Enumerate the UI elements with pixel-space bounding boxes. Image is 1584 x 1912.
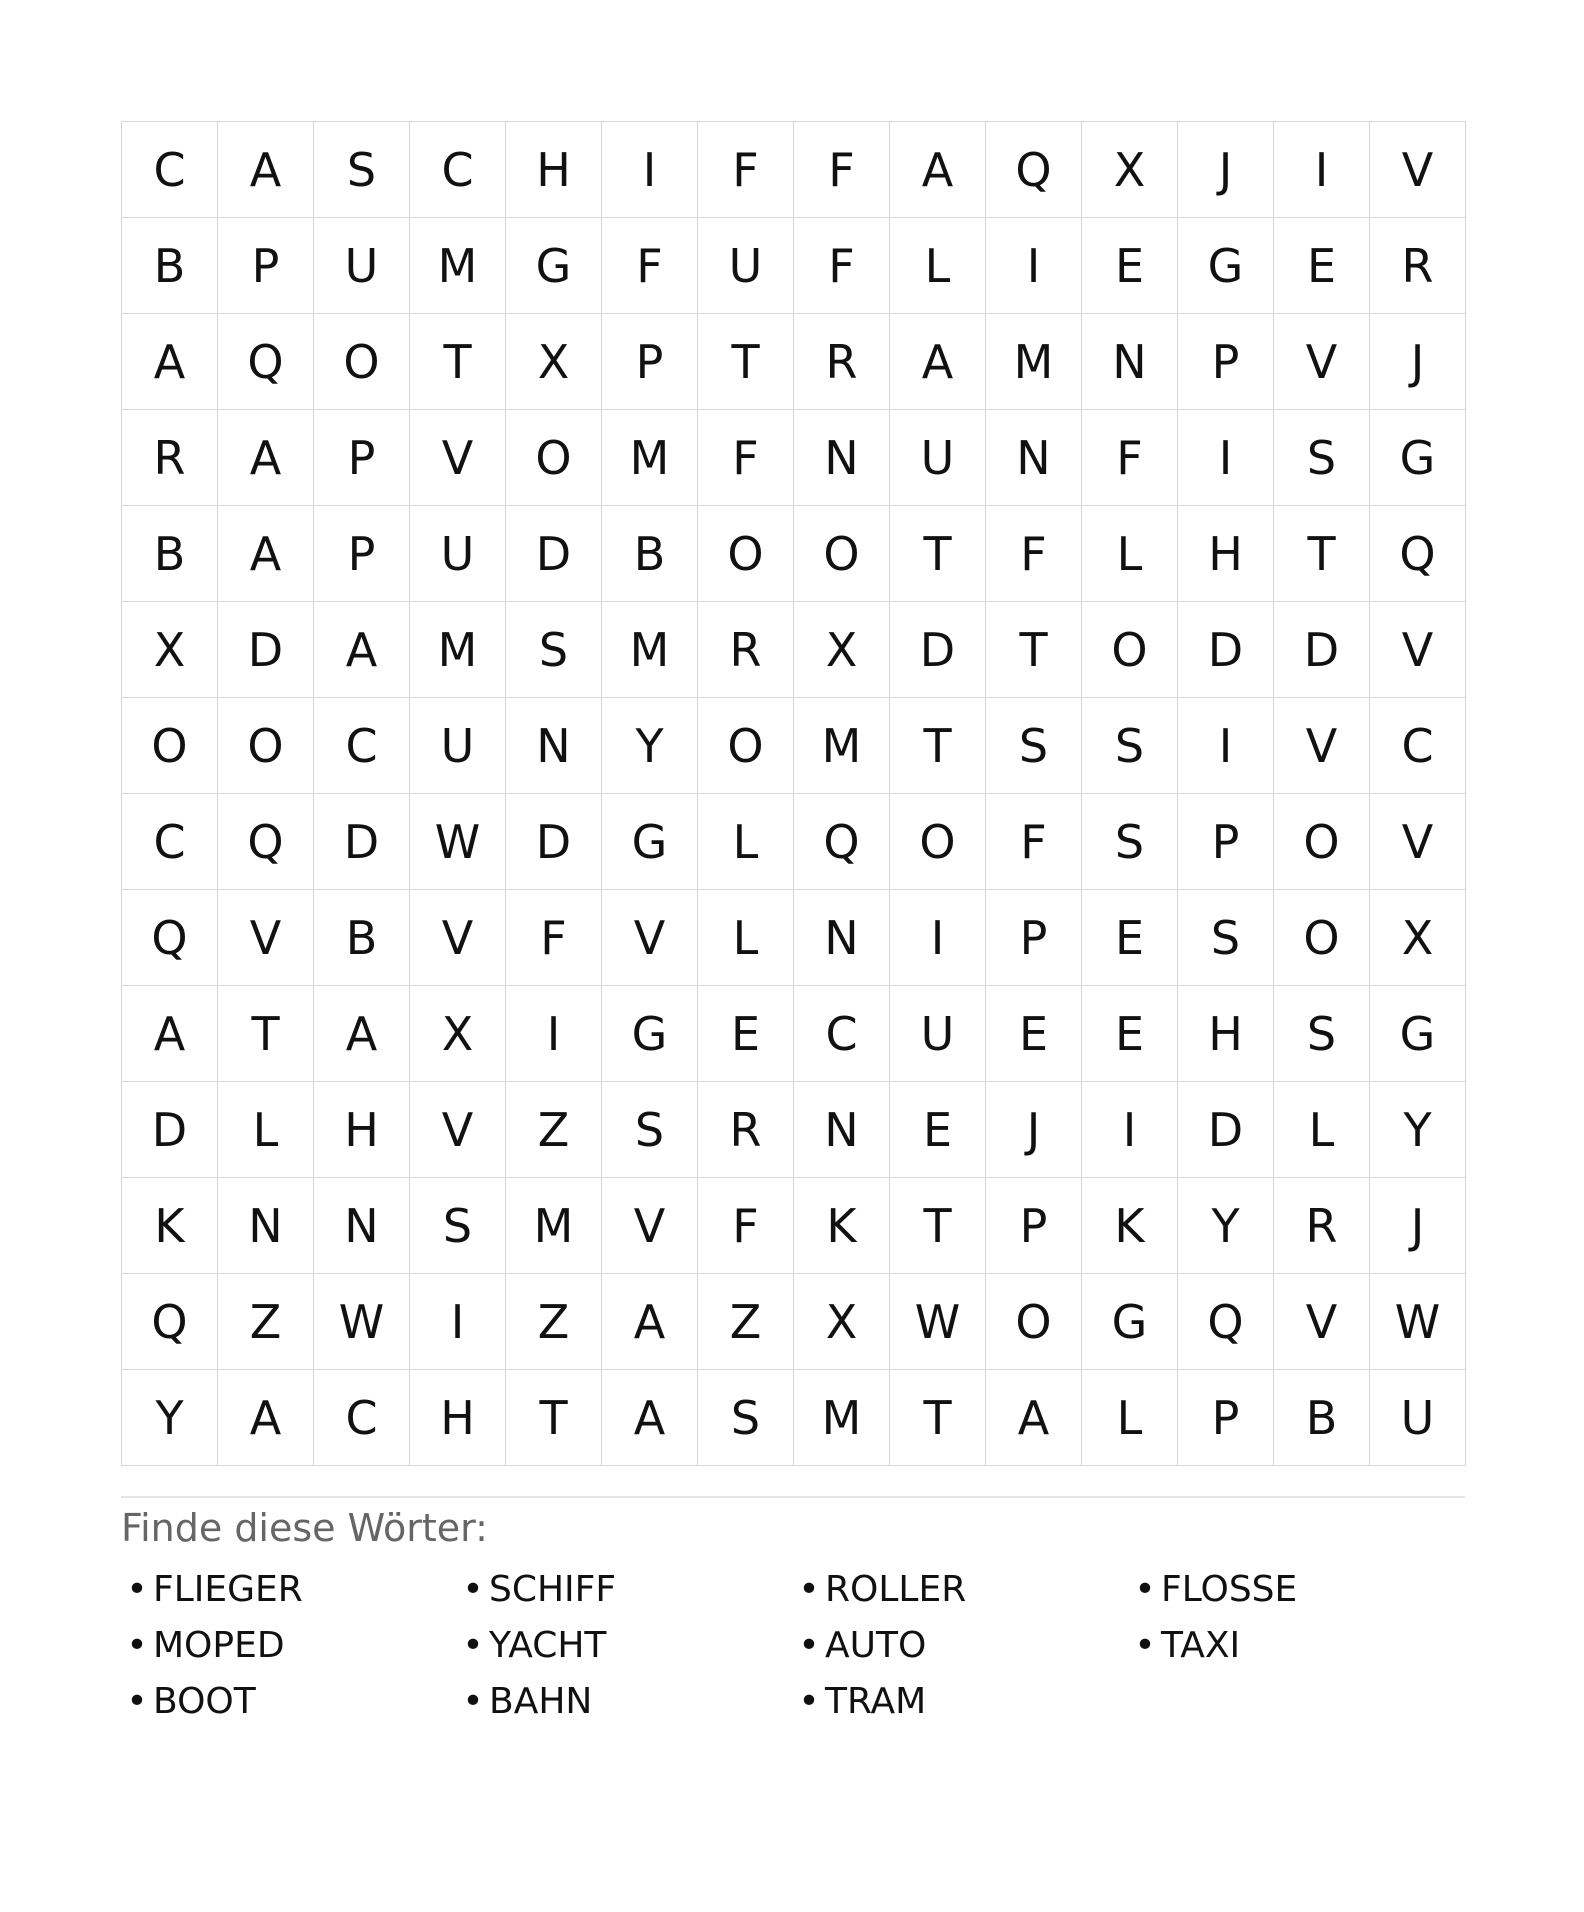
grid-cell[interactable]: O xyxy=(986,1274,1082,1370)
grid-cell[interactable]: C xyxy=(410,122,506,218)
grid-cell[interactable]: G xyxy=(602,986,698,1082)
grid-cell[interactable]: F xyxy=(602,218,698,314)
grid-cell[interactable]: H xyxy=(314,1082,410,1178)
grid-cell[interactable]: U xyxy=(698,218,794,314)
divider xyxy=(121,1496,1465,1498)
grid-cell[interactable]: I xyxy=(602,122,698,218)
word-label: ROLLER xyxy=(825,1569,967,1610)
grid-cell[interactable]: E xyxy=(986,986,1082,1082)
grid-cell[interactable]: A xyxy=(602,1274,698,1370)
word-search-puzzle xyxy=(121,121,1464,1730)
grid-cell[interactable]: U xyxy=(410,698,506,794)
bullet-icon: • xyxy=(126,1569,148,1610)
word-label: BAHN xyxy=(489,1681,593,1722)
grid-cell[interactable]: F xyxy=(698,410,794,506)
grid-cell[interactable]: B xyxy=(122,218,218,314)
grid-cell[interactable]: C xyxy=(122,794,218,890)
grid-cell[interactable]: P xyxy=(986,1178,1082,1274)
word-list-item xyxy=(793,1674,1129,1730)
grid-cell[interactable]: Q xyxy=(122,1274,218,1370)
grid-cell[interactable]: H xyxy=(410,1370,506,1466)
word-list-item xyxy=(793,1562,1129,1618)
grid-cell[interactable]: B xyxy=(314,890,410,986)
grid-cell[interactable]: S xyxy=(314,122,410,218)
grid-cell[interactable]: M xyxy=(794,1370,890,1466)
grid-cell[interactable]: P xyxy=(1178,314,1274,410)
grid-cell[interactable]: L xyxy=(698,890,794,986)
grid-cell[interactable]: W xyxy=(314,1274,410,1370)
grid-cell[interactable]: V xyxy=(410,410,506,506)
grid-cell[interactable]: A xyxy=(986,1370,1082,1466)
grid-cell[interactable]: V xyxy=(410,1082,506,1178)
grid-cell[interactable]: T xyxy=(890,1370,986,1466)
word-label: FLIEGER xyxy=(153,1569,303,1610)
grid-cell[interactable]: U xyxy=(1370,1370,1466,1466)
word-label: BOOT xyxy=(153,1681,256,1722)
grid-cell[interactable]: P xyxy=(314,410,410,506)
grid-cell[interactable]: L xyxy=(1082,1370,1178,1466)
grid-cell[interactable]: Z xyxy=(218,1274,314,1370)
grid-cell[interactable]: X xyxy=(410,986,506,1082)
bullet-icon: • xyxy=(1134,1625,1156,1666)
word-label: MOPED xyxy=(153,1625,285,1666)
grid-cell[interactable]: V xyxy=(602,890,698,986)
grid-cell[interactable]: M xyxy=(410,218,506,314)
grid-cell[interactable]: F xyxy=(506,890,602,986)
grid-cell[interactable]: L xyxy=(1274,1082,1370,1178)
grid-cell[interactable]: C xyxy=(794,986,890,1082)
grid-cell[interactable]: P xyxy=(1178,1370,1274,1466)
grid-cell[interactable]: T xyxy=(506,1370,602,1466)
letter-grid xyxy=(121,121,1466,1466)
grid-cell[interactable]: J xyxy=(1370,1178,1466,1274)
grid-cell[interactable]: T xyxy=(218,986,314,1082)
grid-cell[interactable]: Y xyxy=(1178,1178,1274,1274)
bullet-icon: • xyxy=(798,1569,820,1610)
grid-cell[interactable]: A xyxy=(218,1370,314,1466)
grid-cell[interactable]: C xyxy=(1370,698,1466,794)
grid-cell[interactable]: Y xyxy=(602,698,698,794)
grid-cell[interactable]: N xyxy=(314,1178,410,1274)
word-label: FLOSSE xyxy=(1161,1569,1298,1610)
grid-cell[interactable]: O xyxy=(794,506,890,602)
grid-cell[interactable]: L xyxy=(698,794,794,890)
grid-cell[interactable]: G xyxy=(506,218,602,314)
grid-cell[interactable]: A xyxy=(314,602,410,698)
grid-cell[interactable]: B xyxy=(1274,1370,1370,1466)
bullet-icon: • xyxy=(462,1681,484,1722)
grid-cell[interactable]: V xyxy=(602,1178,698,1274)
grid-cell[interactable]: O xyxy=(698,698,794,794)
grid-cell[interactable]: I xyxy=(1082,1082,1178,1178)
grid-cell[interactable]: A xyxy=(218,410,314,506)
grid-cell[interactable]: H xyxy=(506,122,602,218)
grid-cell[interactable]: D xyxy=(314,794,410,890)
grid-cell[interactable]: Z xyxy=(506,1082,602,1178)
grid-cell[interactable]: P xyxy=(602,314,698,410)
grid-cell[interactable]: J xyxy=(1178,122,1274,218)
bullet-icon: • xyxy=(126,1681,148,1722)
grid-cell[interactable]: T xyxy=(890,506,986,602)
grid-cell[interactable]: S xyxy=(506,602,602,698)
grid-cell[interactable]: A xyxy=(122,986,218,1082)
grid-cell[interactable]: F xyxy=(794,122,890,218)
bullet-icon: • xyxy=(462,1569,484,1610)
grid-cell[interactable]: R xyxy=(122,410,218,506)
grid-cell[interactable]: B xyxy=(602,506,698,602)
grid-cell[interactable]: P xyxy=(1178,794,1274,890)
grid-cell[interactable]: Z xyxy=(506,1274,602,1370)
grid-cell[interactable]: Q xyxy=(218,314,314,410)
word-list-item xyxy=(1129,1618,1465,1674)
grid-cell[interactable]: M xyxy=(602,602,698,698)
grid-cell[interactable]: D xyxy=(1178,1082,1274,1178)
grid-cell[interactable]: E xyxy=(1082,986,1178,1082)
grid-cell[interactable]: Q xyxy=(1370,506,1466,602)
grid-cell[interactable]: A xyxy=(122,314,218,410)
grid-cell[interactable]: S xyxy=(1082,698,1178,794)
grid-cell[interactable]: Q xyxy=(794,794,890,890)
grid-cell[interactable]: W xyxy=(890,1274,986,1370)
grid-cell[interactable]: Q xyxy=(986,122,1082,218)
bullet-icon: • xyxy=(1134,1569,1156,1610)
grid-cell[interactable]: F xyxy=(1082,410,1178,506)
grid-cell[interactable]: I xyxy=(1178,698,1274,794)
grid-cell[interactable]: P xyxy=(218,218,314,314)
grid-cell[interactable]: R xyxy=(794,314,890,410)
grid-cell[interactable]: M xyxy=(986,314,1082,410)
grid-cell[interactable]: O xyxy=(218,698,314,794)
word-label: YACHT xyxy=(489,1625,607,1666)
grid-cell[interactable]: R xyxy=(698,602,794,698)
grid-cell[interactable]: F xyxy=(698,122,794,218)
grid-cell[interactable]: S xyxy=(410,1178,506,1274)
grid-cell[interactable]: V xyxy=(218,890,314,986)
grid-cell[interactable]: F xyxy=(986,794,1082,890)
grid-cell[interactable]: U xyxy=(314,218,410,314)
grid-cell[interactable]: V xyxy=(1274,698,1370,794)
grid-cell[interactable]: B xyxy=(122,506,218,602)
grid-cell[interactable]: V xyxy=(1274,1274,1370,1370)
grid-cell[interactable]: L xyxy=(1082,506,1178,602)
grid-cell[interactable]: F xyxy=(794,218,890,314)
grid-cell[interactable]: V xyxy=(1370,794,1466,890)
grid-cell[interactable]: X xyxy=(794,1274,890,1370)
grid-cell[interactable]: O xyxy=(1274,890,1370,986)
grid-cell[interactable]: K xyxy=(794,1178,890,1274)
grid-cell[interactable]: X xyxy=(794,602,890,698)
grid-cell[interactable]: H xyxy=(1178,506,1274,602)
grid-cell[interactable]: M xyxy=(794,698,890,794)
grid-cell[interactable]: O xyxy=(314,314,410,410)
word-label: SCHIFF xyxy=(489,1569,617,1610)
grid-cell[interactable]: J xyxy=(986,1082,1082,1178)
grid-cell[interactable]: R xyxy=(1370,218,1466,314)
grid-cell[interactable]: M xyxy=(506,1178,602,1274)
grid-cell[interactable]: A xyxy=(218,122,314,218)
grid-cell[interactable]: U xyxy=(410,506,506,602)
grid-cell[interactable]: A xyxy=(890,314,986,410)
grid-cell[interactable]: K xyxy=(1082,1178,1178,1274)
grid-cell[interactable]: G xyxy=(1370,410,1466,506)
grid-cell[interactable]: I xyxy=(1274,122,1370,218)
grid-cell[interactable]: F xyxy=(986,506,1082,602)
grid-cell[interactable]: P xyxy=(986,890,1082,986)
grid-cell[interactable]: O xyxy=(698,506,794,602)
grid-cell[interactable]: L xyxy=(218,1082,314,1178)
grid-cell[interactable]: P xyxy=(314,506,410,602)
grid-cell[interactable]: C xyxy=(314,1370,410,1466)
word-label: TAXI xyxy=(1161,1625,1241,1666)
grid-cell[interactable]: E xyxy=(890,1082,986,1178)
grid-cell[interactable]: X xyxy=(1370,890,1466,986)
grid-cell[interactable]: N xyxy=(218,1178,314,1274)
grid-cell[interactable]: C xyxy=(122,122,218,218)
grid-cell[interactable]: A xyxy=(314,986,410,1082)
grid-cell[interactable]: E xyxy=(1082,218,1178,314)
grid-cell[interactable]: U xyxy=(890,410,986,506)
grid-cell[interactable]: T xyxy=(410,314,506,410)
grid-cell[interactable]: T xyxy=(890,698,986,794)
grid-cell[interactable]: S xyxy=(1274,410,1370,506)
grid-cell[interactable]: V xyxy=(410,890,506,986)
grid-cell[interactable]: R xyxy=(1274,1178,1370,1274)
grid-cell[interactable]: S xyxy=(1178,890,1274,986)
grid-cell[interactable]: H xyxy=(1178,986,1274,1082)
grid-cell[interactable]: V xyxy=(1370,122,1466,218)
word-list-item xyxy=(1129,1562,1465,1618)
grid-cell[interactable]: G xyxy=(1370,986,1466,1082)
word-list-item xyxy=(121,1674,457,1730)
grid-cell[interactable]: A xyxy=(218,506,314,602)
grid-cell[interactable]: W xyxy=(1370,1274,1466,1370)
grid-cell[interactable]: O xyxy=(890,794,986,890)
grid-cell[interactable]: N xyxy=(506,698,602,794)
grid-cell[interactable]: I xyxy=(890,890,986,986)
grid-cell[interactable]: D xyxy=(122,1082,218,1178)
word-list-item xyxy=(457,1674,793,1730)
grid-cell[interactable]: O xyxy=(122,698,218,794)
bullet-icon: • xyxy=(462,1625,484,1666)
grid-cell[interactable]: S xyxy=(602,1082,698,1178)
word-list-item xyxy=(457,1618,793,1674)
grid-cell[interactable]: N xyxy=(1082,314,1178,410)
word-label: TRAM xyxy=(825,1681,927,1722)
grid-cell[interactable]: G xyxy=(1082,1274,1178,1370)
grid-cell[interactable]: Q xyxy=(122,890,218,986)
grid-cell[interactable]: S xyxy=(698,1370,794,1466)
word-list-item xyxy=(457,1562,793,1618)
grid-cell[interactable]: Y xyxy=(122,1370,218,1466)
grid-cell[interactable]: N xyxy=(794,1082,890,1178)
word-list-item xyxy=(121,1562,457,1618)
grid-cell[interactable]: N xyxy=(794,410,890,506)
grid-cell[interactable]: T xyxy=(1274,506,1370,602)
word-list xyxy=(121,1562,1465,1730)
grid-cell[interactable]: Q xyxy=(1178,1274,1274,1370)
grid-cell[interactable]: I xyxy=(410,1274,506,1370)
grid-cell[interactable]: I xyxy=(1178,410,1274,506)
grid-cell[interactable]: D xyxy=(1178,602,1274,698)
grid-cell[interactable]: Z xyxy=(698,1274,794,1370)
grid-cell[interactable]: S xyxy=(1274,986,1370,1082)
grid-cell[interactable]: T xyxy=(698,314,794,410)
word-label: AUTO xyxy=(825,1625,927,1666)
grid-cell[interactable]: R xyxy=(698,1082,794,1178)
bullet-icon: • xyxy=(126,1625,148,1666)
grid-cell[interactable]: X xyxy=(122,602,218,698)
grid-cell[interactable]: Q xyxy=(218,794,314,890)
grid-cell[interactable]: F xyxy=(698,1178,794,1274)
word-list-heading: Finde diese Wörter: xyxy=(121,1506,488,1550)
bullet-icon: • xyxy=(798,1625,820,1666)
grid-cell[interactable]: X xyxy=(1082,122,1178,218)
grid-cell[interactable]: U xyxy=(890,986,986,1082)
grid-cell[interactable]: M xyxy=(410,602,506,698)
grid-cell[interactable]: E xyxy=(698,986,794,1082)
grid-cell[interactable]: T xyxy=(986,602,1082,698)
grid-cell[interactable]: G xyxy=(1178,218,1274,314)
grid-cell[interactable]: S xyxy=(986,698,1082,794)
grid-cell[interactable]: J xyxy=(1370,314,1466,410)
grid-cell[interactable]: A xyxy=(890,122,986,218)
grid-cell[interactable]: N xyxy=(986,410,1082,506)
grid-cell[interactable]: Y xyxy=(1370,1082,1466,1178)
grid-cell[interactable]: S xyxy=(1082,794,1178,890)
grid-cell[interactable]: G xyxy=(602,794,698,890)
grid-cell[interactable]: X xyxy=(506,314,602,410)
bullet-icon: • xyxy=(798,1681,820,1722)
grid-cell[interactable]: E xyxy=(1274,218,1370,314)
grid-cell[interactable]: W xyxy=(410,794,506,890)
grid-cell[interactable]: L xyxy=(890,218,986,314)
grid-cell[interactable]: K xyxy=(122,1178,218,1274)
grid-cell[interactable]: D xyxy=(506,794,602,890)
grid-cell[interactable]: V xyxy=(1370,602,1466,698)
grid-cell[interactable]: I xyxy=(506,986,602,1082)
grid-cell[interactable]: D xyxy=(1274,602,1370,698)
grid-cell[interactable]: D xyxy=(890,602,986,698)
grid-cell[interactable]: O xyxy=(506,410,602,506)
grid-cell[interactable]: I xyxy=(986,218,1082,314)
grid-cell[interactable]: A xyxy=(602,1370,698,1466)
grid-cell[interactable]: N xyxy=(794,890,890,986)
grid-cell[interactable]: D xyxy=(218,602,314,698)
grid-cell[interactable]: T xyxy=(890,1178,986,1274)
word-list-item xyxy=(793,1618,1129,1674)
grid-cell[interactable]: E xyxy=(1082,890,1178,986)
grid-cell[interactable]: V xyxy=(1274,314,1370,410)
word-list-item xyxy=(121,1618,457,1674)
grid-cell[interactable]: O xyxy=(1274,794,1370,890)
grid-cell[interactable]: M xyxy=(602,410,698,506)
grid-cell[interactable]: D xyxy=(506,506,602,602)
grid-cell[interactable]: O xyxy=(1082,602,1178,698)
grid-cell[interactable]: C xyxy=(314,698,410,794)
